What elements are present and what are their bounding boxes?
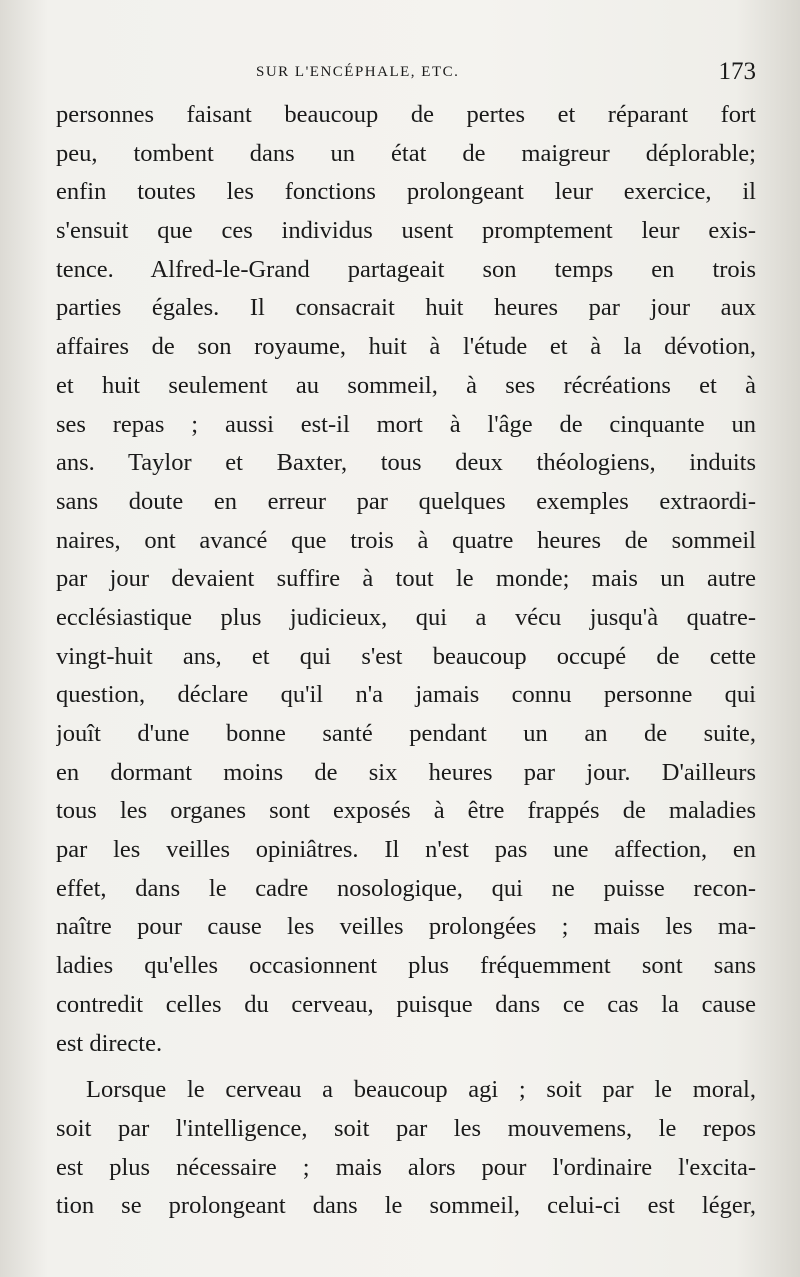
paragraph-gap xyxy=(56,1063,756,1071)
text-line: s'ensuit que ces individus usent promptement leur exis- xyxy=(56,217,756,245)
text-line: jouît d'une bonne santé pendant un an de suite, xyxy=(56,720,756,747)
page-header xyxy=(56,58,756,88)
text-line: tion se prolongeant dans le sommeil, celui-ci est léger, xyxy=(56,1192,756,1220)
running-head: SUR L'ENCÉPHALE, ETC. xyxy=(256,64,460,80)
text-line: Lorsque le cerveau a beaucoup agi ; soit par le moral, xyxy=(86,1076,756,1104)
paragraph xyxy=(56,96,756,1063)
text-line: naître pour cause les veilles prolongées ; mais les ma- xyxy=(56,913,756,941)
text-line: sans doute en erreur par quelques exemples extraordi- xyxy=(56,487,756,515)
text-line: effet, dans le cadre nosologique, qui ne puisse recon- xyxy=(56,874,756,902)
text-line: personnes faisant beaucoup de pertes et réparant fort xyxy=(56,101,756,128)
text-line: vingt-huit ans, et qui s'est beaucoup occupé de cette xyxy=(56,642,756,670)
text-line: question, déclare qu'il n'a jamais connu personne qui xyxy=(56,681,756,709)
paragraph xyxy=(56,1071,756,1226)
text-line: est directe. xyxy=(56,1029,163,1057)
text-line: peu, tombent dans un état de maigreur déplorable; xyxy=(56,139,756,167)
text-line: tence. Alfred-le-Grand partageait son temps en trois xyxy=(56,255,756,283)
body-text xyxy=(56,96,756,1226)
text-line: et huit seulement au sommeil, à ses récréations et à xyxy=(56,371,756,399)
text-line: enfin toutes les fonctions prolongeant leur exercice, il xyxy=(56,178,756,206)
text-line: en dormant moins de six heures par jour. D'ailleurs xyxy=(56,758,756,786)
text-line: ses repas ; aussi est-il mort à l'âge de cinquante un xyxy=(56,410,756,438)
text-line: affaires de son royaume, huit à l'étude et à la dévotion, xyxy=(56,333,756,361)
text-line: est plus nécessaire ; mais alors pour l'ordinaire l'excita- xyxy=(56,1153,756,1181)
text-line: ladies qu'elles occasionnent plus fréquemment sont sans xyxy=(56,952,756,980)
page-number: 173 xyxy=(718,58,756,85)
text-line: par les veilles opiniâtres. Il n'est pas une affection, en xyxy=(56,836,756,864)
text-line: ans. Taylor et Baxter, tous deux théologiens, induits xyxy=(56,449,756,477)
text-line: parties égales. Il consacrait huit heures par jour aux xyxy=(56,294,756,322)
text-line: soit par l'intelligence, soit par les mouvemens, le repos xyxy=(56,1114,756,1142)
text-line: tous les organes sont exposés à être frappés de maladies xyxy=(56,797,756,825)
text-line: par jour devaient suffire à tout le monde; mais un autre xyxy=(56,565,756,593)
text-line: ecclésiastique plus judicieux, qui a vécu jusqu'à quatre- xyxy=(56,603,756,631)
text-line: contredit celles du cerveau, puisque dans ce cas la cause xyxy=(56,990,756,1018)
text-line: naires, ont avancé que trois à quatre heures de sommeil xyxy=(56,526,756,554)
